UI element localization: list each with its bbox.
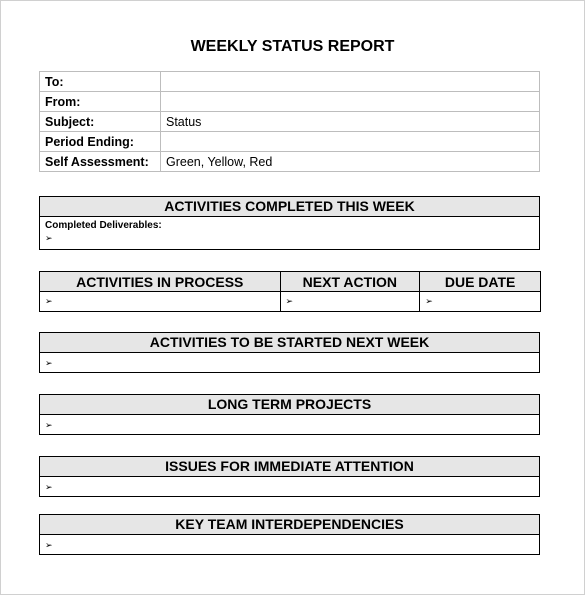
bullet-arrow-icon: ➢ <box>45 420 53 430</box>
info-row-subject <box>40 112 540 132</box>
column-header: ACTIVITIES IN PROCESS <box>40 272 281 292</box>
section-body[interactable] <box>40 220 539 245</box>
section-next-week <box>39 332 540 373</box>
info-label: To: <box>40 72 161 92</box>
bullet-arrow-icon[interactable]: ➢ <box>40 292 281 312</box>
section-heading: ISSUES FOR IMMEDIATE ATTENTION <box>40 457 539 477</box>
info-value[interactable] <box>161 92 540 112</box>
section-heading: ACTIVITIES COMPLETED THIS WEEK <box>40 197 539 217</box>
info-row-period-ending <box>40 132 540 152</box>
report-title: WEEKLY STATUS REPORT <box>190 38 395 55</box>
bullet-arrow-icon: ➢ <box>45 233 53 243</box>
column-header: NEXT ACTION <box>280 272 420 292</box>
activities-in-process-table <box>39 271 541 312</box>
info-label: From: <box>40 92 161 112</box>
info-label: Self Assessment: <box>40 152 161 172</box>
section-heading: LONG TERM PROJECTS <box>40 395 539 415</box>
info-row-to <box>40 72 540 92</box>
section-body[interactable] <box>40 356 539 370</box>
info-value[interactable] <box>161 72 540 92</box>
table-row <box>40 292 541 312</box>
table-header-row <box>40 272 541 292</box>
section-body[interactable] <box>40 480 539 494</box>
info-row-self-assessment <box>40 152 540 172</box>
section-heading: ACTIVITIES TO BE STARTED NEXT WEEK <box>40 333 539 353</box>
bullet-arrow-icon[interactable]: ➢ <box>280 292 420 312</box>
info-label: Period Ending: <box>40 132 161 152</box>
header-info-table <box>39 71 540 172</box>
section-interdependencies <box>39 514 540 555</box>
bullet-arrow-icon: ➢ <box>45 358 53 368</box>
section-body[interactable] <box>40 418 539 432</box>
bullet-arrow-icon[interactable]: ➢ <box>420 292 541 312</box>
info-value[interactable]: Green, Yellow, Red <box>161 152 540 172</box>
section-heading: KEY TEAM INTERDEPENDENCIES <box>40 515 539 535</box>
section-issues <box>39 456 540 497</box>
info-label: Subject: <box>40 112 161 132</box>
info-value[interactable] <box>161 132 540 152</box>
bullet-arrow-icon: ➢ <box>45 482 53 492</box>
section-body[interactable] <box>40 538 539 552</box>
section-completed <box>39 196 540 250</box>
completed-deliverables-label: Completed Deliverables: <box>45 220 162 231</box>
bullet-arrow-icon: ➢ <box>45 540 53 550</box>
column-header: DUE DATE <box>420 272 541 292</box>
info-row-from <box>40 92 540 112</box>
section-long-term <box>39 394 540 435</box>
info-value[interactable]: Status <box>161 112 540 132</box>
